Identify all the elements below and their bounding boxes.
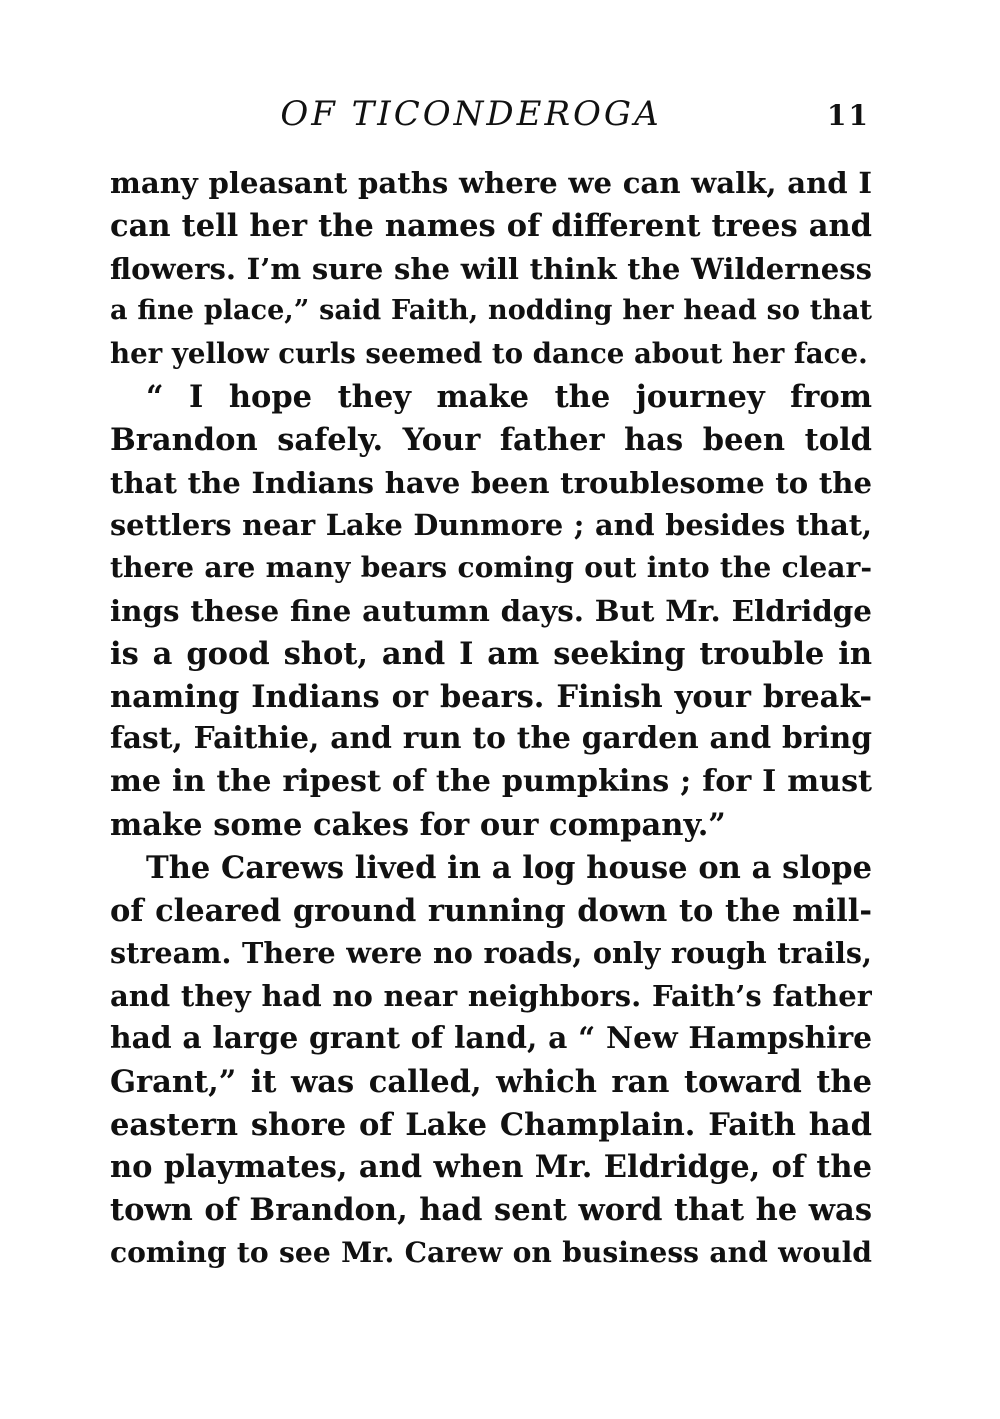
text-line: Grant,” it was called, which ran toward the [110, 1063, 872, 1100]
running-title: OF TICONDEROGA [280, 94, 662, 134]
text-line: fast, Faithie, and run to the garden and bring [110, 721, 872, 757]
text-line: can tell her the names of different trees and [110, 207, 872, 244]
text-line: many pleasant paths where we can walk, and I [110, 166, 872, 200]
text-line: Brandon safely. Your father has been told [110, 421, 872, 458]
text-line: flowers. I’m sure she will think the Wilderness [110, 251, 872, 286]
text-line: that the Indians have been troublesome to the [110, 465, 872, 500]
text-line: coming to see Mr. Carew on business and would [110, 1235, 872, 1269]
text-line: stream. There were no roads, only rough trails, [110, 936, 872, 971]
text-line: eastern shore of Lake Champlain. Faith had [110, 1106, 872, 1143]
body-text [110, 162, 872, 1275]
text-line: and they had no near neighbors. Faith’s father [110, 979, 872, 1014]
text-line: no playmates, and when Mr. Eldridge, of the [110, 1149, 872, 1186]
text-line: her yellow curls seemed to dance about her face. [110, 337, 868, 371]
page-number: 11 [827, 99, 870, 132]
text-line: naming Indians or bears. Finish your break- [110, 678, 872, 715]
text-line: town of Brandon, had sent word that he was [110, 1192, 872, 1229]
text-line: The Carews lived in a log house on a slope [146, 849, 872, 886]
text-line: me in the ripest of the pumpkins ; for I must [110, 764, 872, 800]
text-line: there are many bears coming out into the clear- [110, 551, 872, 585]
text-line: of cleared ground running down to the mill- [110, 892, 872, 929]
text-line: a fine place,” said Faith, nodding her head so that [110, 295, 872, 327]
text-line: had a large grant of land, a “ New Hampshire [110, 1020, 872, 1056]
text-line: is a good shot, and I am seeking trouble in [110, 635, 872, 672]
text-line: “ I hope they make the journey from [146, 378, 872, 415]
text-line: ings these fine autumn days. But Mr. Eldridge [110, 592, 872, 628]
text-line: make some cakes for our company.” [110, 806, 726, 843]
running-head [110, 92, 872, 136]
text-line: settlers near Lake Dunmore ; and besides that, [110, 508, 872, 543]
